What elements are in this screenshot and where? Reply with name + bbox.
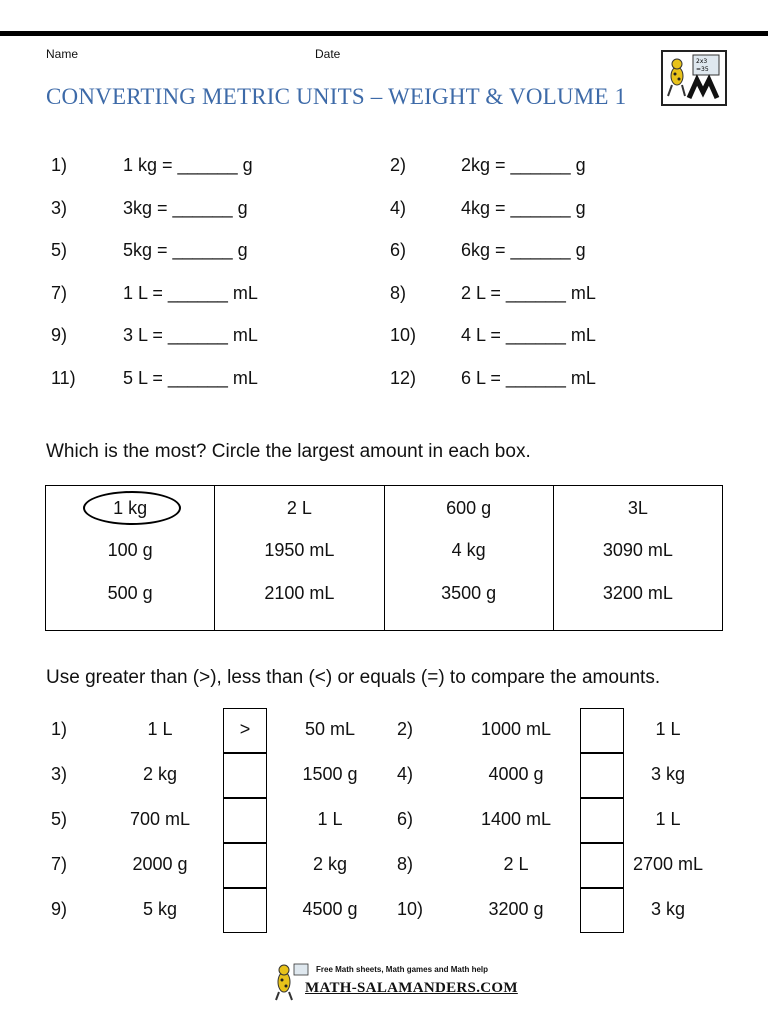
amount-value: 3090 mL	[602, 540, 673, 560]
question-number: 4)	[390, 198, 407, 218]
amount-box-2[interactable]	[215, 486, 384, 630]
page-title: CONVERTING METRIC UNITS – WEIGHT & VOLUME 1	[46, 84, 627, 109]
left-amount: 700 mL	[129, 809, 191, 829]
question-number: 1)	[51, 155, 68, 175]
conversion-question[interactable]: 3kg = ______ g	[123, 198, 248, 218]
question-number: 10)	[390, 325, 417, 345]
question-number: 9)	[51, 325, 68, 345]
right-amount: 1 L	[655, 719, 681, 739]
answer-box[interactable]	[223, 798, 267, 843]
amount-value: 3200 mL	[602, 583, 673, 603]
left-amount: 2 kg	[142, 764, 178, 784]
conversion-question[interactable]: 5kg = ______ g	[123, 240, 248, 260]
amount-value: 3L	[627, 498, 648, 518]
conversion-question[interactable]: 2 L = ______ mL	[461, 283, 596, 303]
right-amount: 50 mL	[304, 719, 356, 739]
question-number: 3)	[51, 764, 68, 784]
footer-site-link[interactable]: MATH-SALAMANDERS.COM	[305, 980, 518, 996]
top-rule	[0, 31, 768, 36]
question-number: 11)	[51, 368, 76, 388]
question-number: 2)	[390, 155, 407, 175]
question-number: 10)	[397, 899, 424, 919]
question-number: 6)	[390, 240, 407, 260]
question-number: 4)	[397, 764, 414, 784]
question-number: 2)	[397, 719, 414, 739]
answer-box[interactable]	[223, 888, 267, 933]
footer-tagline: Free Math sheets, Math games and Math help	[316, 965, 489, 974]
left-amount: 2000 g	[132, 854, 188, 874]
amount-value: 3500 g	[441, 583, 497, 603]
left-amount: 1400 mL	[480, 809, 552, 829]
salamander-logo	[661, 50, 727, 106]
conversion-question[interactable]: 1 kg = ______ g	[123, 155, 253, 175]
date-label: Date	[315, 47, 341, 61]
amount-box-3[interactable]	[385, 486, 554, 630]
left-amount: 5 kg	[142, 899, 178, 919]
conversion-question[interactable]: 4 L = ______ mL	[461, 325, 596, 345]
amount-value: 500 g	[107, 583, 153, 603]
question-number: 12)	[390, 368, 417, 388]
left-amount: 1 L	[147, 719, 173, 739]
amount-value: 1 kg	[113, 498, 148, 518]
name-label: Name	[46, 47, 79, 61]
amount-box-4[interactable]	[554, 486, 722, 630]
conversion-question[interactable]: 3 L = ______ mL	[123, 325, 258, 345]
amount-value: 600 g	[446, 498, 492, 518]
amount-value: 2 L	[286, 498, 312, 518]
conversion-question[interactable]: 5 L = ______ mL	[123, 368, 258, 388]
conversion-question[interactable]: 6 L = ______ mL	[461, 368, 596, 388]
right-amount: 1 L	[317, 809, 343, 829]
right-amount: 2 kg	[312, 854, 348, 874]
left-amount: 4000 g	[488, 764, 544, 784]
amount-box-1[interactable]	[46, 486, 215, 630]
conversion-question[interactable]: 6kg = ______ g	[461, 240, 586, 260]
question-number: 5)	[51, 809, 68, 829]
question-number: 3)	[51, 198, 68, 218]
question-number: 1)	[51, 719, 68, 739]
right-amount: 3 kg	[650, 764, 686, 784]
svg-text:2x3: 2x3	[696, 58, 708, 65]
right-amount: 4500 g	[302, 899, 358, 919]
question-number: 5)	[51, 240, 68, 260]
right-amount: 3 kg	[650, 899, 686, 919]
answer-box[interactable]	[223, 843, 267, 888]
conversion-question[interactable]: 2kg = ______ g	[461, 155, 586, 175]
question-number: 8)	[390, 283, 407, 303]
right-amount: 1500 g	[302, 764, 358, 784]
conversion-question[interactable]: 1 L = ______ mL	[123, 283, 258, 303]
section3-instruction: Use greater than (>), less than (<) or equals (=) to compare the amounts.	[46, 667, 661, 688]
question-number: 8)	[397, 854, 414, 874]
left-amount: 1000 mL	[480, 719, 552, 739]
amount-value: 100 g	[107, 540, 153, 560]
amount-value: 4 kg	[451, 540, 486, 560]
answer-box[interactable]	[223, 753, 267, 798]
question-number: 6)	[397, 809, 414, 829]
question-number: 7)	[51, 283, 68, 303]
svg-text:=35: =35	[696, 66, 709, 73]
conversion-question[interactable]: 4kg = ______ g	[461, 198, 586, 218]
right-amount: 1 L	[655, 809, 681, 829]
question-number: 9)	[51, 899, 68, 919]
right-amount: 2700 mL	[632, 854, 704, 874]
answer-symbol: >	[239, 719, 251, 739]
section2-instruction: Which is the most? Circle the largest amount in each box.	[46, 441, 531, 462]
amount-value: 1950 mL	[264, 540, 335, 560]
question-number: 7)	[51, 854, 68, 874]
left-amount: 3200 g	[488, 899, 544, 919]
largest-amount-grid	[45, 485, 723, 631]
left-amount: 2 L	[503, 854, 529, 874]
amount-value: 2100 mL	[264, 583, 335, 603]
